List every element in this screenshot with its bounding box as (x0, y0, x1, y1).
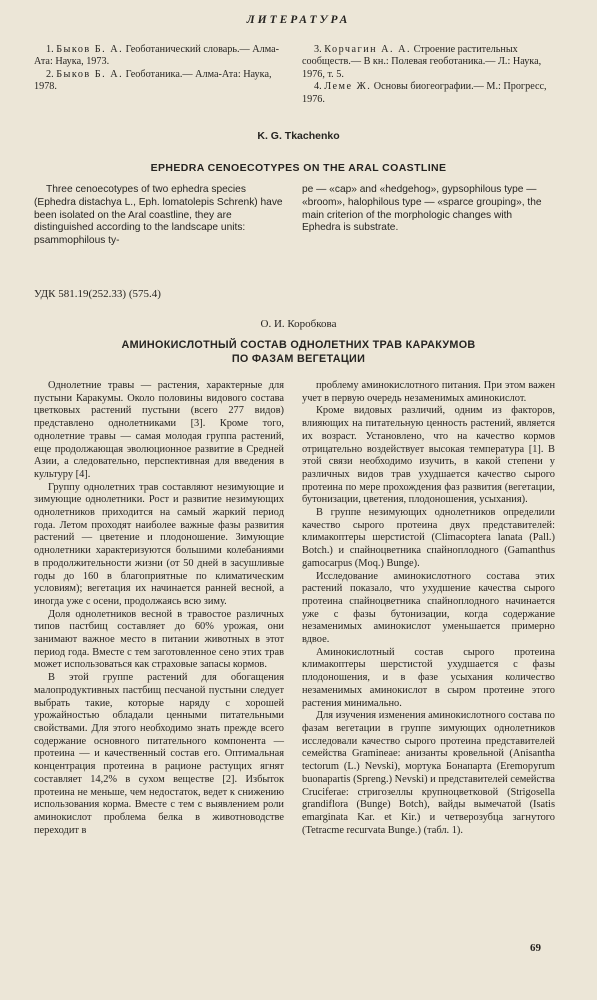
reference-text: Строение растительных сообществ.— В кн.: Полевая геоботаника.— Л.: Наука, 1976, т. 5. (302, 44, 542, 80)
english-abstract-right (302, 184, 552, 235)
references-right-column (302, 44, 548, 106)
english-article-title: EPHEDRA CENOECOTYPES ON THE ARAL COASTLINE (150, 162, 447, 174)
reference-item: 2. Быков Б. А. Геоботаника.— Алма-Ата: Наука, 1978. (34, 68, 272, 93)
reference-item: 1. Быков Б. А. Геоботанический словарь.— Алма-Ата: Наука, 1973. (34, 44, 280, 68)
udc-code: УДК 581.19(252.33) (575.4) (34, 288, 161, 300)
paragraph: Доля однолетников весной в травостое различных типов пастбищ составляет до 60% урожая, они занимают важное место в питании животных в этот период года. Вместе с тем заготовленное сено этих трав может использоваться как страховые запасы кормов. (34, 608, 284, 671)
russian-article-author: О. И. Коробкова (260, 318, 337, 330)
page-number: 69 (530, 942, 541, 954)
references-left-column (34, 44, 282, 94)
reference-item: 4. Леме Ж. Основы биогеографии.— М.: Прогресс, 1976. (302, 81, 547, 105)
paragraph: Для изучения изменения аминокислотного состава по фазам вегетации в группе зимующих однолетников исследовали качество сырого протеина представителей семейства Gramineae: анизанты кровельной (Anisantha tectorum (L.) Nevski), мортука Бонапарта (Eremopyrum buonapartis (Spreng.) Nevski) и представителей семейства Cruciferae: стригозеллы крупноцветковой (Strigosella grandiflora (Bunge) Botch), вайды вымечатой (Isatis emarginata Kar. et Kir.) и четверозубца загнутого (Tetracme recurvata Bunge.) (табл. 1). (302, 710, 555, 836)
reference-item: 3. Корчагин А. А. Строение растительных сообществ.— В кн.: Полевая геоботаника.— Л.: Наука, 1976, т. 5. (302, 44, 542, 80)
reference-author: Леме Ж. (324, 81, 372, 93)
abstract-text: Three cenoecotypes of two ephedra species (Ephedra distachya L., Eph. lomatolepis Schrenk) have been isolated on the Aral coastline, they are distinguished according to the landscape units: psammophilous ty- (34, 184, 283, 247)
paragraph: Группу однолетних трав составляют незимующие и зимующие однолетники. Рост и развитие незимующих однолетников приходится на самый жаркий период года. Летом проходят наиболее важные фазы развития растений — цветение и плодоношение. Зимующие однолетники характеризуются большими колебаниями в продолжительности жизни (от 50 дней в засушливые годы до 160 в благоприятные по климатическим условиям); вегетация их начинается ранней весной, а иногда уже с осени, продолжаясь всю зиму. (34, 481, 284, 607)
paragraph: В этой группе растений для обогащения малопродуктивных пастбищ песчаной пустыни следует выбрать такие, которые наряду с хорошей урожайностью обладали ценными питательными свойствами. Для этого необходимо знать прежде всего содержание основного питательного компонента — протеина — и качественный состав его. Оптимальная концентрация протеина в рационе растущих ягнят составляет 14,2% в сухом веществе [2]. Избыток протеина не меньше, чем недостаток, ведет к снижению использования корма. Вместе с тем с выявлением роли аминокислот проблема белка в животноводстве переходит в (34, 672, 284, 836)
reference-author: Быков Б. А. (56, 44, 124, 55)
english-abstract-left (34, 184, 284, 248)
paragraph: проблему аминокислотного питания. При этом важен учет в первую очередь незаменимых аминокислот. (302, 380, 555, 404)
reference-author: Быков Б. А. (56, 68, 124, 80)
reference-text: Геоботанический словарь.— Алма-Ата: Наука, 1973. (34, 44, 280, 68)
abstract-text: pe — «cap» and «hedgehog», gypsophilous type — «broom», halophilous type — «sparce grouping», the main criterion of the morphologic changes with Ephedra is substrate. (302, 184, 542, 234)
russian-article-title (0, 339, 597, 366)
reference-text: Геоботаника.— Алма-Ата: Наука, 1978. (34, 68, 272, 93)
article-left-column (34, 380, 284, 837)
paragraph: Исследование аминокислотного состава этих растений показало, что ухудшение качества сырого протеина спайноцветника спайноплодного начинается уже с фазы бутонизации, когда содержание незаменимых аминокислот уменьшается примерно вдвое. (302, 570, 555, 646)
paragraph: Аминокислотный состав сырого протеина климакоптеры шерстистой ухудшается с фазы плодоношения, и в фазе усыхания количество незаменимых аминокислот в сыром протеине этого растения минимально. (302, 646, 555, 709)
reference-author: Корчагин А. А. (324, 44, 412, 55)
references-heading: ЛИТЕРАТУРА (246, 14, 351, 26)
paragraph: В группе незимующих однолетников определили качество сырого протеина двух представителей: климакоптеры шерстистой (Climacoptera lanata (Pall.) Botch.) и спайноцветника спайноплодного (Gamanthus gamocarpus (Moq.) Bunge). (302, 507, 555, 569)
paragraph: Однолетние травы — растения, характерные для пустыни Каракумы. Около половины видового состава цветковых растений пустыни (всего 277 видов) представлено однолетниками [3]. Кроме того, однолетние травы — самая молодая группа растений, еще продолжающая эволюционное развитие в Средней Азии, а следовательно, перспективная для введения в культуру [4]. (34, 380, 284, 480)
title-line: ПО ФАЗАМ ВЕГЕТАЦИИ (231, 352, 366, 365)
paragraph: Кроме видовых различий, одним из факторов, влияющих на питательную ценность растений, является их возраст. Установлено, что на качество кормов отрицательно воздействует высокая температура [1]. В этой связи необходимо изучить, в какой степени у различных видов трав ухудшается качество сырого протеина по мере прохождения фаз развития (вегетации, бутонизации, цветения, плодоношения, усыхания). (302, 405, 555, 506)
title-line: АМИНОКИСЛОТНЫЙ СОСТАВ ОДНОЛЕТНИХ ТРАВ КАРАКУМОВ (121, 339, 476, 351)
article-right-column (302, 380, 555, 837)
reference-text: Основы биогеографии.— М.: Прогресс, 1976. (302, 81, 547, 105)
english-article-author: K. G. Tkachenko (257, 130, 340, 142)
